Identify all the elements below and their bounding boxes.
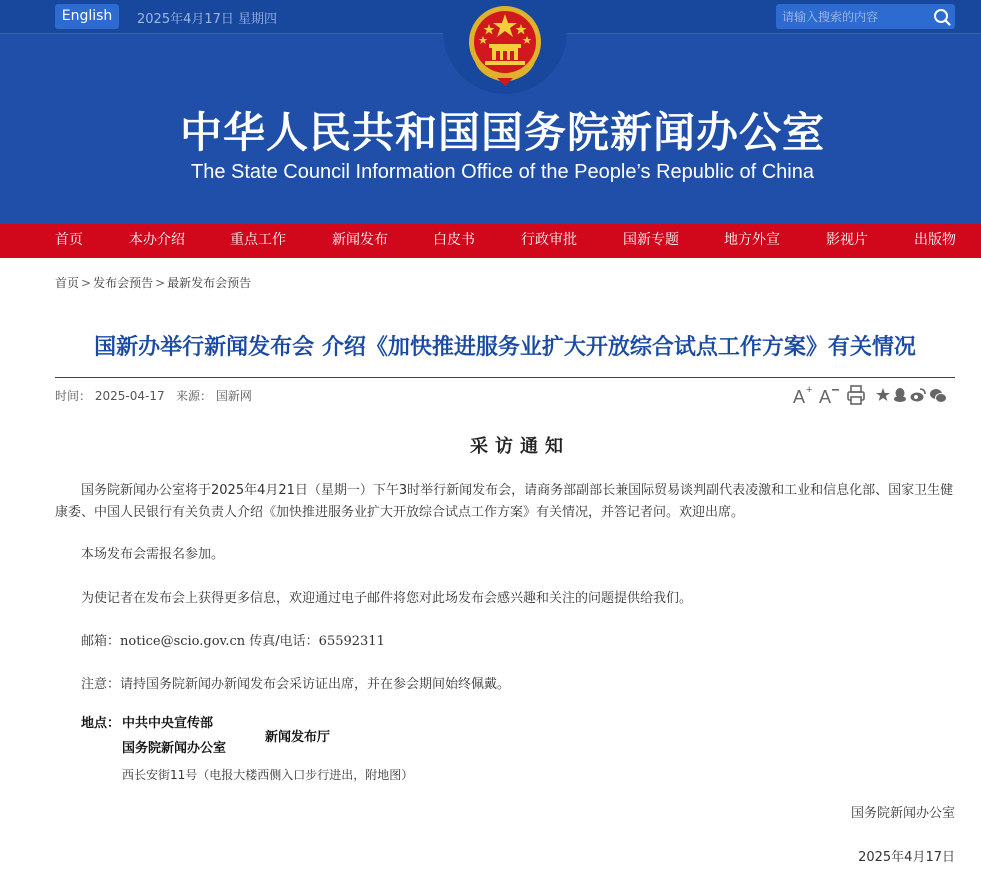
meta-source-label: 来源： <box>176 389 213 403</box>
nav-item-local-publicity[interactable]: 地方外宣 <box>724 232 780 248</box>
breadcrumb-separator: > <box>155 276 166 290</box>
signature-date: 2025年4月17日 <box>858 850 955 865</box>
nav-item-films[interactable]: 影视片 <box>826 232 868 248</box>
breadcrumb <box>55 274 251 291</box>
meta-time-label: 时间： <box>55 389 92 403</box>
font-smaller-button[interactable] <box>819 383 841 407</box>
nav-item-publications[interactable]: 出版物 <box>914 232 956 248</box>
site-title-en: The State Council Information Office of the People’s Republic of China <box>191 161 814 183</box>
favorite-button[interactable] <box>876 383 890 407</box>
font-smaller-icon <box>819 383 841 407</box>
paragraph-registration: 本场发布会需报名参加。 <box>81 547 225 562</box>
email-link[interactable]: notice@scio.gov.cn <box>120 634 246 649</box>
main-nav <box>0 224 981 258</box>
search-input[interactable] <box>782 7 932 26</box>
national-emblem-icon <box>467 4 543 86</box>
paragraph-notice: 注意：请持国务院新闻办新闻发布会采访证出席，并在参会期间始终佩戴。 <box>81 677 511 692</box>
paragraph-announcement: 国务院新闻办公室将于2025年4月21日（星期一）下午3时举行新闻发布会，请商务部副部长兼国际贸易谈判副代表凌激和工业和信息化部、国家卫生健康委、中国人民银行有关负责人介绍《加快推进服务业扩大开放综合试点工作方案》有关情况，并答记者问。欢迎出席。 <box>55 483 954 520</box>
qq-icon <box>893 383 907 407</box>
paragraph-contact <box>55 631 955 653</box>
weibo-icon <box>910 383 926 407</box>
qq-share-button[interactable] <box>893 383 907 407</box>
phone-number: 65592311 <box>318 634 385 649</box>
article-meta <box>55 387 252 404</box>
wechat-share-button[interactable] <box>929 383 947 407</box>
breadcrumb-latest-preview[interactable]: 最新发布会预告 <box>167 276 252 290</box>
font-larger-icon <box>793 383 815 407</box>
nav-item-topics[interactable]: 国新专题 <box>623 232 679 248</box>
breadcrumb-home[interactable]: 首页 <box>55 276 80 290</box>
breadcrumb-separator: > <box>81 276 92 290</box>
location-org-2: 国务院新闻办公室 <box>122 741 227 756</box>
paragraph-questions: 为使记者在发布会上获得更多信息，欢迎通过电子邮件将您对此场发布会感兴趣和关注的问题提供给我们。 <box>81 591 693 606</box>
meta-source[interactable]: 国新网 <box>215 389 252 403</box>
svg-text:+: + <box>806 384 813 396</box>
meta-time: 2025-04-17 <box>94 389 165 403</box>
print-button[interactable] <box>846 383 866 407</box>
nav-item-admin-approval[interactable]: 行政审批 <box>521 232 577 248</box>
star-icon <box>876 383 890 407</box>
location-org-1: 中共中央宣传部 <box>122 716 214 731</box>
font-larger-button[interactable] <box>793 383 815 407</box>
location-hall: 新闻发布厅 <box>265 730 331 745</box>
article-title: 国新办举行新闻发布会 介绍《加快推进服务业扩大开放综合试点工作方案》有关情况 <box>94 335 916 360</box>
site-header <box>0 0 981 224</box>
phone-label: 传真/电话： <box>245 634 319 649</box>
nav-item-press-release[interactable]: 新闻发布 <box>332 232 388 248</box>
location-address: 西长安街11号（电报大楼西侧入口步行进出，附地图） <box>122 768 414 782</box>
nav-item-home[interactable]: 首页 <box>55 232 83 248</box>
title-divider <box>55 377 955 378</box>
nav-item-white-papers[interactable]: 白皮书 <box>433 232 475 248</box>
article-tools <box>790 383 960 407</box>
weibo-share-button[interactable] <box>910 383 926 407</box>
location-label: 地点： <box>81 716 121 731</box>
svg-text:A: A <box>819 387 832 407</box>
search-box <box>776 4 955 29</box>
site-title-cn: 中华人民共和国国务院新闻办公室 <box>179 108 825 157</box>
english-button[interactable]: English <box>55 4 119 29</box>
current-date: 2025年4月17日 星期四 <box>137 12 278 27</box>
wechat-icon <box>929 383 947 407</box>
nav-item-key-work[interactable]: 重点工作 <box>230 232 286 248</box>
signature-organization: 国务院新闻办公室 <box>850 806 955 821</box>
breadcrumb-press-preview[interactable]: 发布会预告 <box>93 276 154 290</box>
email-label: 邮箱： <box>81 634 121 649</box>
search-icon[interactable] <box>933 8 951 26</box>
nav-item-about[interactable]: 本办介绍 <box>129 232 185 248</box>
print-icon <box>846 383 866 407</box>
notice-heading: 采访通知 <box>470 436 570 457</box>
svg-text:A: A <box>793 387 806 407</box>
